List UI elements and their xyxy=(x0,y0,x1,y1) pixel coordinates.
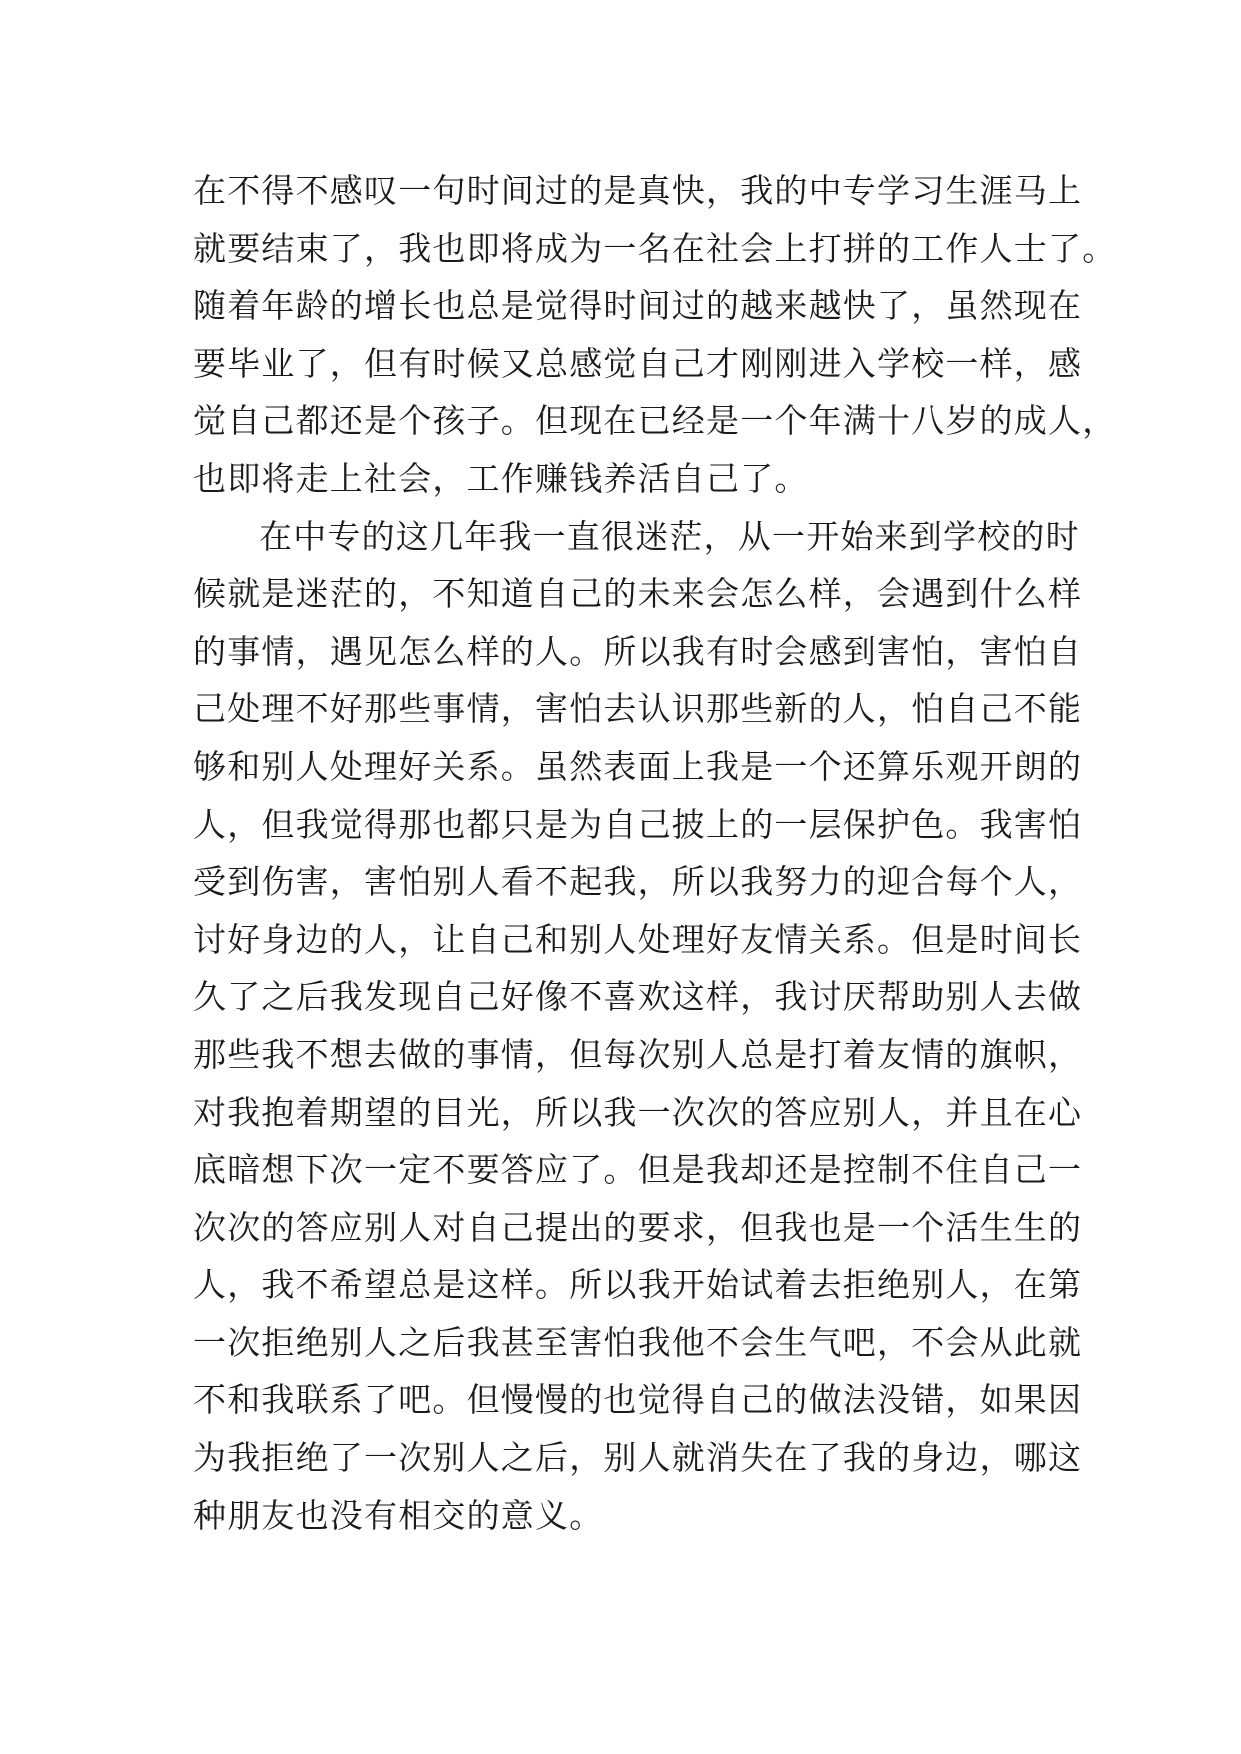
paragraph-line: 对我抱着期望的目光，所以我一次次的答应别人，并且在心 xyxy=(193,1092,1083,1132)
paragraph-2 xyxy=(193,508,1093,1545)
paragraph-line: 次次的答应别人对自己提出的要求，但我也是一个活生生的 xyxy=(193,1207,1083,1247)
paragraph-line: 为我拒绝了一次别人之后，别人就消失在了我的身边，哪这 xyxy=(193,1438,1083,1478)
paragraph-1 xyxy=(193,162,1117,508)
paragraph-line: 久了之后我发现自己好像不喜欢这样，我讨厌帮助别人去做 xyxy=(193,977,1083,1017)
paragraph-line: 种朋友也没有相交的意义。 xyxy=(193,1495,604,1535)
paragraph-line: 在不得不感叹一句时间过的是真快，我的中专学习生涯马上 xyxy=(193,171,1083,210)
paragraph-line: 讨好身边的人，让自己和别人处理好友情关系。但是时间长 xyxy=(193,919,1083,959)
paragraph-line: 随着年龄的增长也总是觉得时间过的越来越快了，虽然现在 xyxy=(193,286,1083,326)
paragraph-line: 要毕业了，但有时候又总感觉自己才刚刚进入学校一样，感 xyxy=(193,343,1083,383)
paragraph-line: 底暗想下次一定不要答应了。但是我却还是控制不住自己一 xyxy=(193,1150,1083,1190)
document-body xyxy=(193,162,1117,1544)
paragraph-line: 不和我联系了吧。但慢慢的也觉得自己的做法没错，如果因 xyxy=(193,1380,1083,1420)
paragraph-line: 的事情，遇见怎么样的人。所以我有时会感到害怕，害怕自 xyxy=(193,631,1083,671)
paragraph-line: 也即将走上社会，工作赚钱养活自己了。 xyxy=(193,458,809,498)
paragraph-line: 己处理不好那些事情，害怕去认识那些新的人，怕自己不能 xyxy=(193,689,1083,729)
paragraph-line: 一次拒绝别人之后我甚至害怕我他不会生气吧，不会从此就 xyxy=(193,1322,1083,1362)
paragraph-line: 在中专的这几年我一直很迷茫，从一开始来到学校的时 xyxy=(259,516,1080,556)
paragraph-line: 够和别人处理好关系。虽然表面上我是一个还算乐观开朗的 xyxy=(193,746,1083,786)
paragraph-line: 觉自己都还是个孩子。但现在已经是一个年满十八岁的成人， xyxy=(193,401,1117,441)
paragraph-line: 就要结束了，我也即将成为一名在社会上打拼的工作人士了。 xyxy=(193,228,1117,268)
paragraph-line: 受到伤害，害怕别人看不起我，所以我努力的迎合每个人， xyxy=(193,862,1083,902)
paragraph-line: 那些我不想去做的事情，但每次别人总是打着友情的旗帜， xyxy=(193,1034,1083,1074)
paragraph-line: 人，但我觉得那也都只是为自己披上的一层保护色。我害怕 xyxy=(193,804,1083,844)
paragraph-line: 候就是迷茫的，不知道自己的未来会怎么样，会遇到什么样 xyxy=(193,574,1083,614)
paragraph-line: 人，我不希望总是这样。所以我开始试着去拒绝别人，在第 xyxy=(193,1265,1083,1305)
